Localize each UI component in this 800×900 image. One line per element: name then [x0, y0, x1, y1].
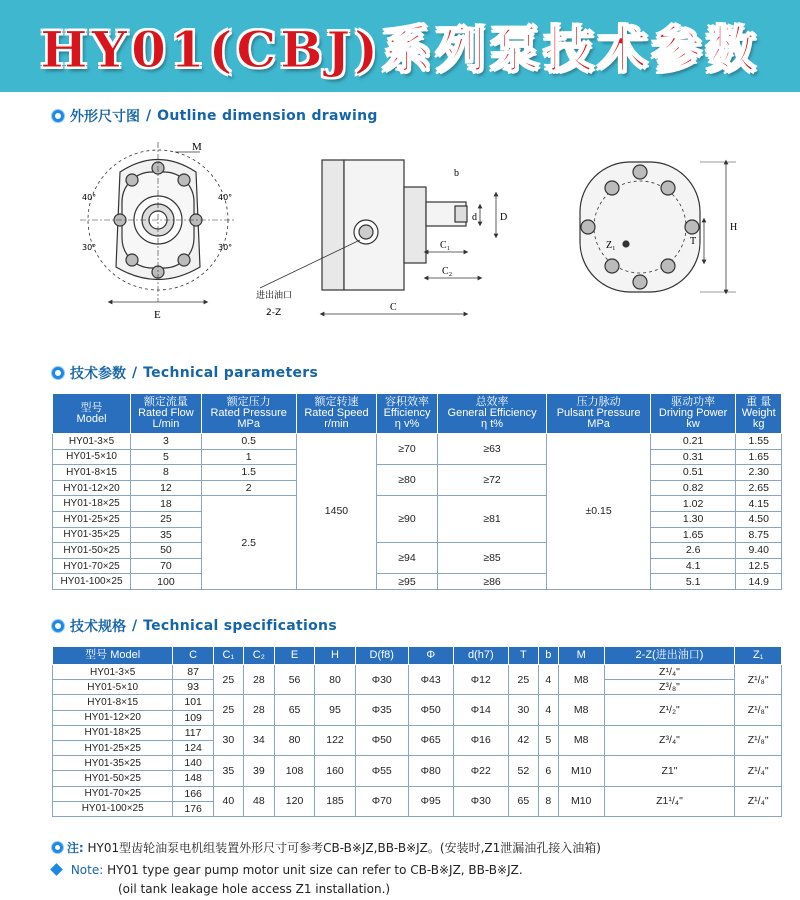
spec-header-cell: Z₁	[735, 647, 782, 665]
spec-phi-cell: Φ50	[408, 695, 453, 725]
spec-c1-cell: 40	[213, 786, 243, 816]
note-en	[52, 863, 523, 877]
vol-eff-cell: ≥90	[377, 496, 437, 543]
model-cell: HY01-35×25	[53, 756, 173, 771]
gen-eff-cell: ≥86	[437, 574, 547, 590]
spec-d-cell: Φ14	[453, 695, 508, 725]
c-cell: 93	[173, 680, 213, 695]
table-row	[53, 543, 782, 559]
power-cell: 1.30	[650, 511, 736, 527]
gen-eff-cell: ≥72	[437, 465, 547, 496]
side-view	[260, 160, 496, 314]
tech-header-cell	[437, 394, 547, 434]
tech-header-line: 驱动功率	[671, 396, 716, 408]
label-m: M	[192, 141, 202, 153]
tech-header-line: 额定压力	[226, 396, 271, 408]
model-cell: HY01-8×15	[53, 465, 131, 481]
bullet-icon	[52, 367, 64, 379]
tech-header-line: MPa	[237, 418, 260, 430]
vol-eff-cell: ≥94	[377, 543, 437, 574]
model-cell: HY01-12×20	[53, 480, 131, 496]
spec-b-cell: 5	[538, 725, 558, 755]
tech-header-cell	[201, 394, 296, 434]
spec-d-cell: Φ16	[453, 725, 508, 755]
section-outline-en: Outline dimension drawing	[157, 108, 378, 124]
note-en-label: Note:	[70, 863, 104, 877]
bullet-icon	[52, 620, 64, 632]
spec-t-cell: 30	[508, 695, 538, 725]
model-cell: HY01-25×25	[53, 511, 131, 527]
power-cell: 1.02	[650, 496, 736, 512]
section-specs-cn: 技术规格	[70, 619, 126, 635]
label-40-right: 40°	[218, 193, 233, 202]
model-cell: HY01-8×15	[53, 695, 173, 710]
tech-header-line: 额定流量	[143, 396, 188, 408]
spec-header-cell: d(h7)	[453, 647, 508, 665]
label-e: E	[154, 309, 161, 321]
model-cell: HY01-3×5	[53, 434, 131, 450]
label-t: T	[690, 236, 697, 247]
title-banner	[0, 0, 800, 92]
pressure-cell: 1	[201, 449, 296, 465]
label-30-left: 30°	[82, 243, 97, 252]
tech-header-cell	[377, 394, 437, 434]
tech-header-line: Efficiency	[383, 407, 431, 419]
gen-eff-cell: ≥85	[437, 543, 547, 574]
spec-phi-cell: Φ65	[408, 725, 453, 755]
spec-header-cell: C₂	[243, 647, 274, 665]
spec-h-cell: 185	[315, 786, 355, 816]
section-separator: /	[146, 108, 152, 124]
spec-header-cell: C₁	[213, 647, 243, 665]
tech-header-line: Weight	[741, 407, 776, 419]
spec-header-cell: T	[508, 647, 538, 665]
weight-cell: 2.30	[736, 465, 782, 481]
flow-cell: 25	[131, 511, 202, 527]
z1-cell: Z¹/₈"	[735, 695, 782, 725]
power-cell: 5.1	[650, 574, 736, 590]
spec-m-cell: M8	[558, 725, 604, 755]
pressure-cell: 2.5	[201, 496, 296, 590]
spec-m-cell: M8	[558, 695, 604, 725]
port-size-cell: Z1"	[604, 756, 735, 786]
z1-cell: Z¹/₈"	[735, 665, 782, 695]
z1-cell: Z¹/₄"	[735, 756, 782, 786]
tech-header-line: L/min	[152, 418, 180, 430]
c-cell: 176	[173, 801, 213, 816]
port-size-cell: Z1¹/₄"	[604, 786, 735, 816]
tech-header-line: MPa	[587, 418, 610, 430]
technical-parameters-table	[52, 393, 782, 590]
weight-cell: 12.5	[736, 558, 782, 574]
spec-header-cell: 2-Z(进出油口)	[604, 647, 735, 665]
spec-m-cell: M10	[558, 786, 604, 816]
model-cell: HY01-25×25	[53, 740, 173, 755]
spec-d-cell: Φ12	[453, 665, 508, 695]
table-row	[53, 574, 782, 590]
label-40-left: 40°	[82, 193, 97, 202]
model-cell: HY01-5×10	[53, 449, 131, 465]
spec-m-cell: M10	[558, 756, 604, 786]
spec-header-cell: H	[315, 647, 355, 665]
tech-header-line: Rated Speed	[304, 407, 369, 419]
tech-header-line: η t%	[481, 418, 504, 430]
z1-cell: Z¹/₈"	[735, 725, 782, 755]
model-cell: HY01-18×25	[53, 725, 173, 740]
spec-c1-cell: 25	[213, 665, 243, 695]
section-outline-heading	[52, 106, 378, 126]
section-outline-cn: 外形尺寸图	[70, 109, 140, 125]
tech-header-line: Rated Flow	[138, 407, 194, 419]
outline-drawing	[60, 132, 750, 332]
weight-cell: 4.50	[736, 511, 782, 527]
tech-header-cell	[547, 394, 650, 434]
model-cell: HY01-70×25	[53, 558, 131, 574]
page-title: HY01(CBJ)系列泵技术参数	[40, 20, 760, 79]
model-cell: HY01-5×10	[53, 680, 173, 695]
spec-e-cell: 56	[274, 665, 314, 695]
flow-cell: 5	[131, 449, 202, 465]
power-cell: 0.51	[650, 465, 736, 481]
model-cell: HY01-35×25	[53, 527, 131, 543]
technical-specifications-table	[52, 646, 782, 817]
model-cell: HY01-3×5	[53, 665, 173, 680]
pressure-cell: 2	[201, 480, 296, 496]
table-row	[53, 756, 782, 771]
flow-cell: 3	[131, 434, 202, 450]
tech-header-line: η v%	[394, 418, 420, 430]
spec-t-cell: 52	[508, 756, 538, 786]
label-h: H	[730, 222, 738, 233]
spec-D-cell: Φ35	[355, 695, 408, 725]
spec-header-cell: D(f8)	[355, 647, 408, 665]
tech-header-line: kw	[686, 418, 700, 430]
note-en-2	[118, 882, 390, 896]
spec-h-cell: 95	[315, 695, 355, 725]
table-row	[53, 786, 782, 801]
vol-eff-cell: ≥95	[377, 574, 437, 590]
table-row	[53, 695, 782, 710]
bullet-icon	[52, 110, 64, 122]
tech-header-cell	[53, 394, 131, 434]
table-row	[53, 465, 782, 481]
label-c2: C₂	[442, 266, 453, 277]
section-technical-heading	[52, 363, 318, 383]
weight-cell: 8.75	[736, 527, 782, 543]
section-specs-en: Technical specifications	[143, 618, 337, 634]
vol-eff-cell: ≥70	[377, 434, 437, 465]
tech-header-line: 型号	[80, 401, 103, 414]
tech-header-cell	[296, 394, 377, 434]
section-specs-heading	[52, 616, 337, 636]
model-cell: HY01-50×25	[53, 543, 131, 559]
spec-d-cell: Φ30	[453, 786, 508, 816]
spec-b-cell: 4	[538, 695, 558, 725]
label-c: C	[390, 302, 397, 313]
tech-header-cell	[736, 394, 782, 434]
c-cell: 109	[173, 710, 213, 725]
front-view	[80, 142, 236, 302]
spec-d-cell: Φ22	[453, 756, 508, 786]
spec-header-cell: Φ	[408, 647, 453, 665]
model-cell: HY01-18×25	[53, 496, 131, 512]
spec-header-cell: E	[274, 647, 314, 665]
label-b: b	[454, 168, 459, 179]
flow-cell: 8	[131, 465, 202, 481]
spec-header-cell: C	[173, 647, 213, 665]
spec-h-cell: 122	[315, 725, 355, 755]
weight-cell: 1.65	[736, 449, 782, 465]
weight-cell: 1.55	[736, 434, 782, 450]
model-cell: HY01-12×20	[53, 710, 173, 725]
spec-e-cell: 80	[274, 725, 314, 755]
z1-cell: Z¹/₄"	[735, 786, 782, 816]
section-technical-cn: 技术参数	[70, 366, 126, 382]
tech-header-line: Driving Power	[658, 407, 728, 419]
label-port: 进出油口	[256, 291, 293, 301]
diamond-icon	[50, 863, 63, 876]
model-cell: HY01-100×25	[53, 574, 131, 590]
flow-cell: 70	[131, 558, 202, 574]
port-size-cell: Z¹/₄"	[604, 665, 735, 680]
weight-cell: 9.40	[736, 543, 782, 559]
end-view	[580, 162, 736, 292]
model-cell: HY01-50×25	[53, 771, 173, 786]
spec-D-cell: Φ50	[355, 725, 408, 755]
c-cell: 166	[173, 786, 213, 801]
c-cell: 140	[173, 756, 213, 771]
table-row	[53, 434, 782, 450]
speed-cell: 1450	[296, 434, 377, 590]
spec-t-cell: 65	[508, 786, 538, 816]
spec-t-cell: 25	[508, 665, 538, 695]
spec-phi-cell: Φ95	[408, 786, 453, 816]
power-cell: 0.21	[650, 434, 736, 450]
port-size-cell: Z¹/₂"	[604, 695, 735, 725]
spec-c2-cell: 34	[243, 725, 274, 755]
spec-c1-cell: 30	[213, 725, 243, 755]
c-cell: 101	[173, 695, 213, 710]
weight-cell: 14.9	[736, 574, 782, 590]
note-cn-label: 注:	[66, 841, 84, 855]
spec-c2-cell: 48	[243, 786, 274, 816]
flow-cell: 35	[131, 527, 202, 543]
label-c1: C₁	[440, 240, 451, 251]
spec-header-cell: M	[558, 647, 604, 665]
tech-header-line: 总效率	[475, 396, 509, 408]
tech-header-line: Model	[76, 412, 107, 425]
spec-phi-cell: Φ43	[408, 665, 453, 695]
label-30-right: 30°	[218, 243, 233, 252]
note-en-text: HY01 type gear pump motor unit size can refer to CB-B※JZ, BB-B※JZ.	[107, 863, 523, 877]
spec-b-cell: 8	[538, 786, 558, 816]
gen-eff-cell: ≥63	[437, 434, 547, 465]
pressure-cell: 0.5	[201, 434, 296, 450]
spec-c1-cell: 35	[213, 756, 243, 786]
tech-header-line: 重 量	[746, 396, 772, 408]
spec-D-cell: Φ30	[355, 665, 408, 695]
spec-h-cell: 80	[315, 665, 355, 695]
flow-cell: 18	[131, 496, 202, 512]
section-technical-en: Technical parameters	[143, 365, 319, 381]
section-separator: /	[132, 618, 138, 634]
spec-c1-cell: 25	[213, 695, 243, 725]
spec-phi-cell: Φ80	[408, 756, 453, 786]
tech-header-line: 额定转速	[314, 396, 359, 408]
tech-header-line: r/min	[324, 418, 349, 430]
label-z1: Z₁	[606, 240, 616, 251]
table-row	[53, 725, 782, 740]
spec-e-cell: 120	[274, 786, 314, 816]
spec-D-cell: Φ70	[355, 786, 408, 816]
pressure-cell: 1.5	[201, 465, 296, 481]
spec-e-cell: 65	[274, 695, 314, 725]
spec-e-cell: 108	[274, 756, 314, 786]
model-cell: HY01-100×25	[53, 801, 173, 816]
label-port-code: 2-Z	[266, 308, 282, 318]
model-cell: HY01-70×25	[53, 786, 173, 801]
spec-b-cell: 4	[538, 665, 558, 695]
tech-header-line: General Efficiency	[447, 407, 537, 419]
tech-header-line: Rated Pressure	[210, 407, 287, 419]
spec-t-cell: 42	[508, 725, 538, 755]
note-cn-text: HY01型齿轮油泵电机组装置外形尺寸可参考CB-B※JZ,BB-B※JZ。(安装时,Z1泄漏油孔接入油箱)	[87, 841, 601, 855]
spec-h-cell: 160	[315, 756, 355, 786]
spec-m-cell: M8	[558, 665, 604, 695]
flow-cell: 50	[131, 543, 202, 559]
spec-c2-cell: 28	[243, 695, 274, 725]
flow-cell: 12	[131, 480, 202, 496]
flow-cell: 100	[131, 574, 202, 590]
spec-D-cell: Φ55	[355, 756, 408, 786]
power-cell: 1.65	[650, 527, 736, 543]
power-cell: 0.82	[650, 480, 736, 496]
table-row	[53, 665, 782, 680]
port-size-cell: Z³/₈"	[604, 680, 735, 695]
section-separator: /	[132, 365, 138, 381]
weight-cell: 4.15	[736, 496, 782, 512]
vol-eff-cell: ≥80	[377, 465, 437, 496]
power-cell: 4.1	[650, 558, 736, 574]
label-D: D	[500, 212, 508, 223]
c-cell: 124	[173, 740, 213, 755]
c-cell: 117	[173, 725, 213, 740]
gen-eff-cell: ≥81	[437, 496, 547, 543]
pulse-cell: ±0.15	[547, 434, 650, 590]
table-row	[53, 496, 782, 512]
weight-cell: 2.65	[736, 480, 782, 496]
bullet-icon	[52, 842, 63, 853]
tech-header-line: kg	[752, 418, 765, 430]
note-en-text-2: (oil tank leakage hole access Z1 installation.)	[118, 882, 391, 896]
c-cell: 148	[173, 771, 213, 786]
power-cell: 2.6	[650, 543, 736, 559]
tech-header-line: 压力脉动	[576, 396, 621, 408]
spec-b-cell: 6	[538, 756, 558, 786]
spec-c2-cell: 39	[243, 756, 274, 786]
tech-header-cell	[650, 394, 736, 434]
power-cell: 0.31	[650, 449, 736, 465]
c-cell: 87	[173, 665, 213, 680]
tech-header-line: Pulsant Pressure	[556, 407, 641, 419]
spec-header-cell: 型号 Model	[53, 647, 173, 665]
spec-c2-cell: 28	[243, 665, 274, 695]
label-d: d	[472, 212, 477, 223]
tech-header-line: 容积效率	[385, 396, 430, 408]
port-size-cell: Z³/₄"	[604, 725, 735, 755]
tech-header-cell	[131, 394, 202, 434]
spec-header-cell: b	[538, 647, 558, 665]
note-cn	[52, 839, 601, 856]
